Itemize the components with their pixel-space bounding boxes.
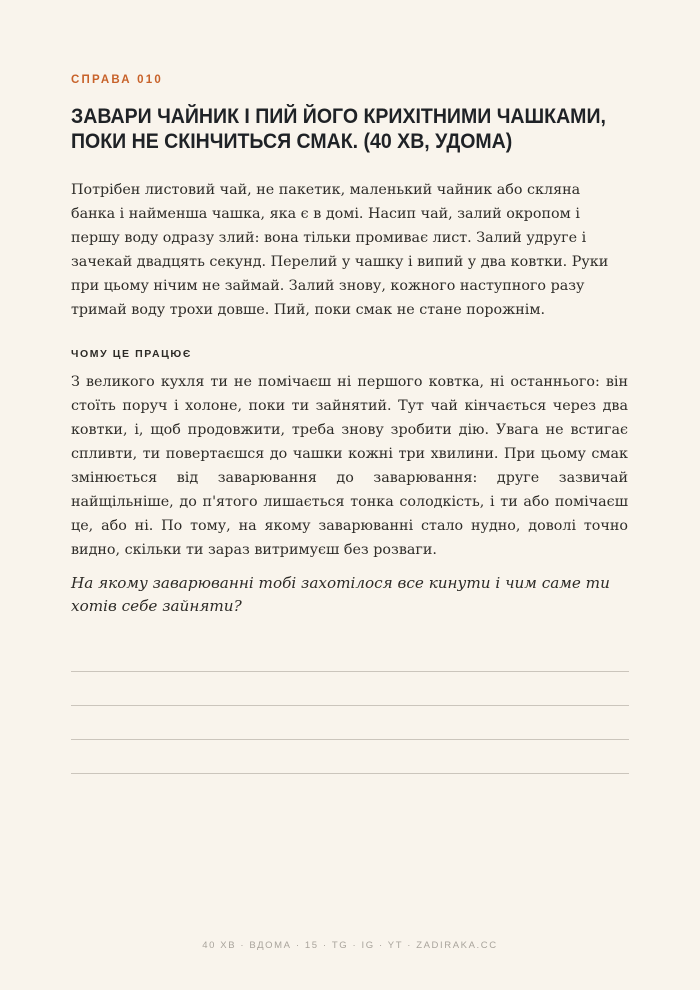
answer-line: [71, 773, 629, 774]
page-title: ЗАВАРИ ЧАЙНИК І ПИЙ ЙОГО КРИХІТНИМИ ЧАШКАМИ, ПОКИ НЕ СКІНЧИТЬСЯ СМАК. (40 ХВ, УДОМА): [71, 105, 606, 153]
intro-paragraph: Потрібен листовий чай, не пакетик, маленький чайник або скляна банка і найменша чашка, яка є в домі. Насип чай, залий окропом і першу воду одразу злий: вона тільки промиває лист. Залий удруге і зачекай двадцять секунд. Перелий у чашку і випий у два ковтки. Руки при цьому нічим не займай. Залий знову, кожного наступного разу тримай воду трохи довше. Пий, поки смак не стане порожнім.: [71, 182, 609, 318]
answer-line: [71, 739, 629, 740]
section-heading-why: ЧОМУ ЦЕ ПРАЦЮЄ: [71, 348, 192, 360]
answer-line: [71, 671, 629, 672]
why-paragraph: З великого кухля ти не помічаєш ні першого ковтка, ні останнього: він стоїть поруч і холоне, поки ти зайнятий. Тут чай кінчається через два ковтки, і, щоб продовжити, треба знову зробити дію. Увага не встигає спливти, ти повертаєшся до чашки кожні три хвилини. При цьому смак змінюється від заварювання до заварювання: друге зазвичай найщільніше, до п'ятого лишається тонка солодкість, і ти або помічаєш це, або ні. По тому, на якому заварюванні стало нудно, доволі точно видно, скільки ти зараз витримуєш без розваги.: [71, 374, 628, 558]
page-footer: 40 ХВ · ВДОМА · 15 · TG · IG · YT · ZADIRAKA.CC: [202, 940, 498, 951]
case-number: СПРАВА 010: [71, 74, 163, 86]
reflection-prompt: На якому заварюванні тобі захотілося все кинути і чим саме ти хотів себе зайняти?: [71, 574, 610, 615]
answer-line: [71, 705, 629, 706]
